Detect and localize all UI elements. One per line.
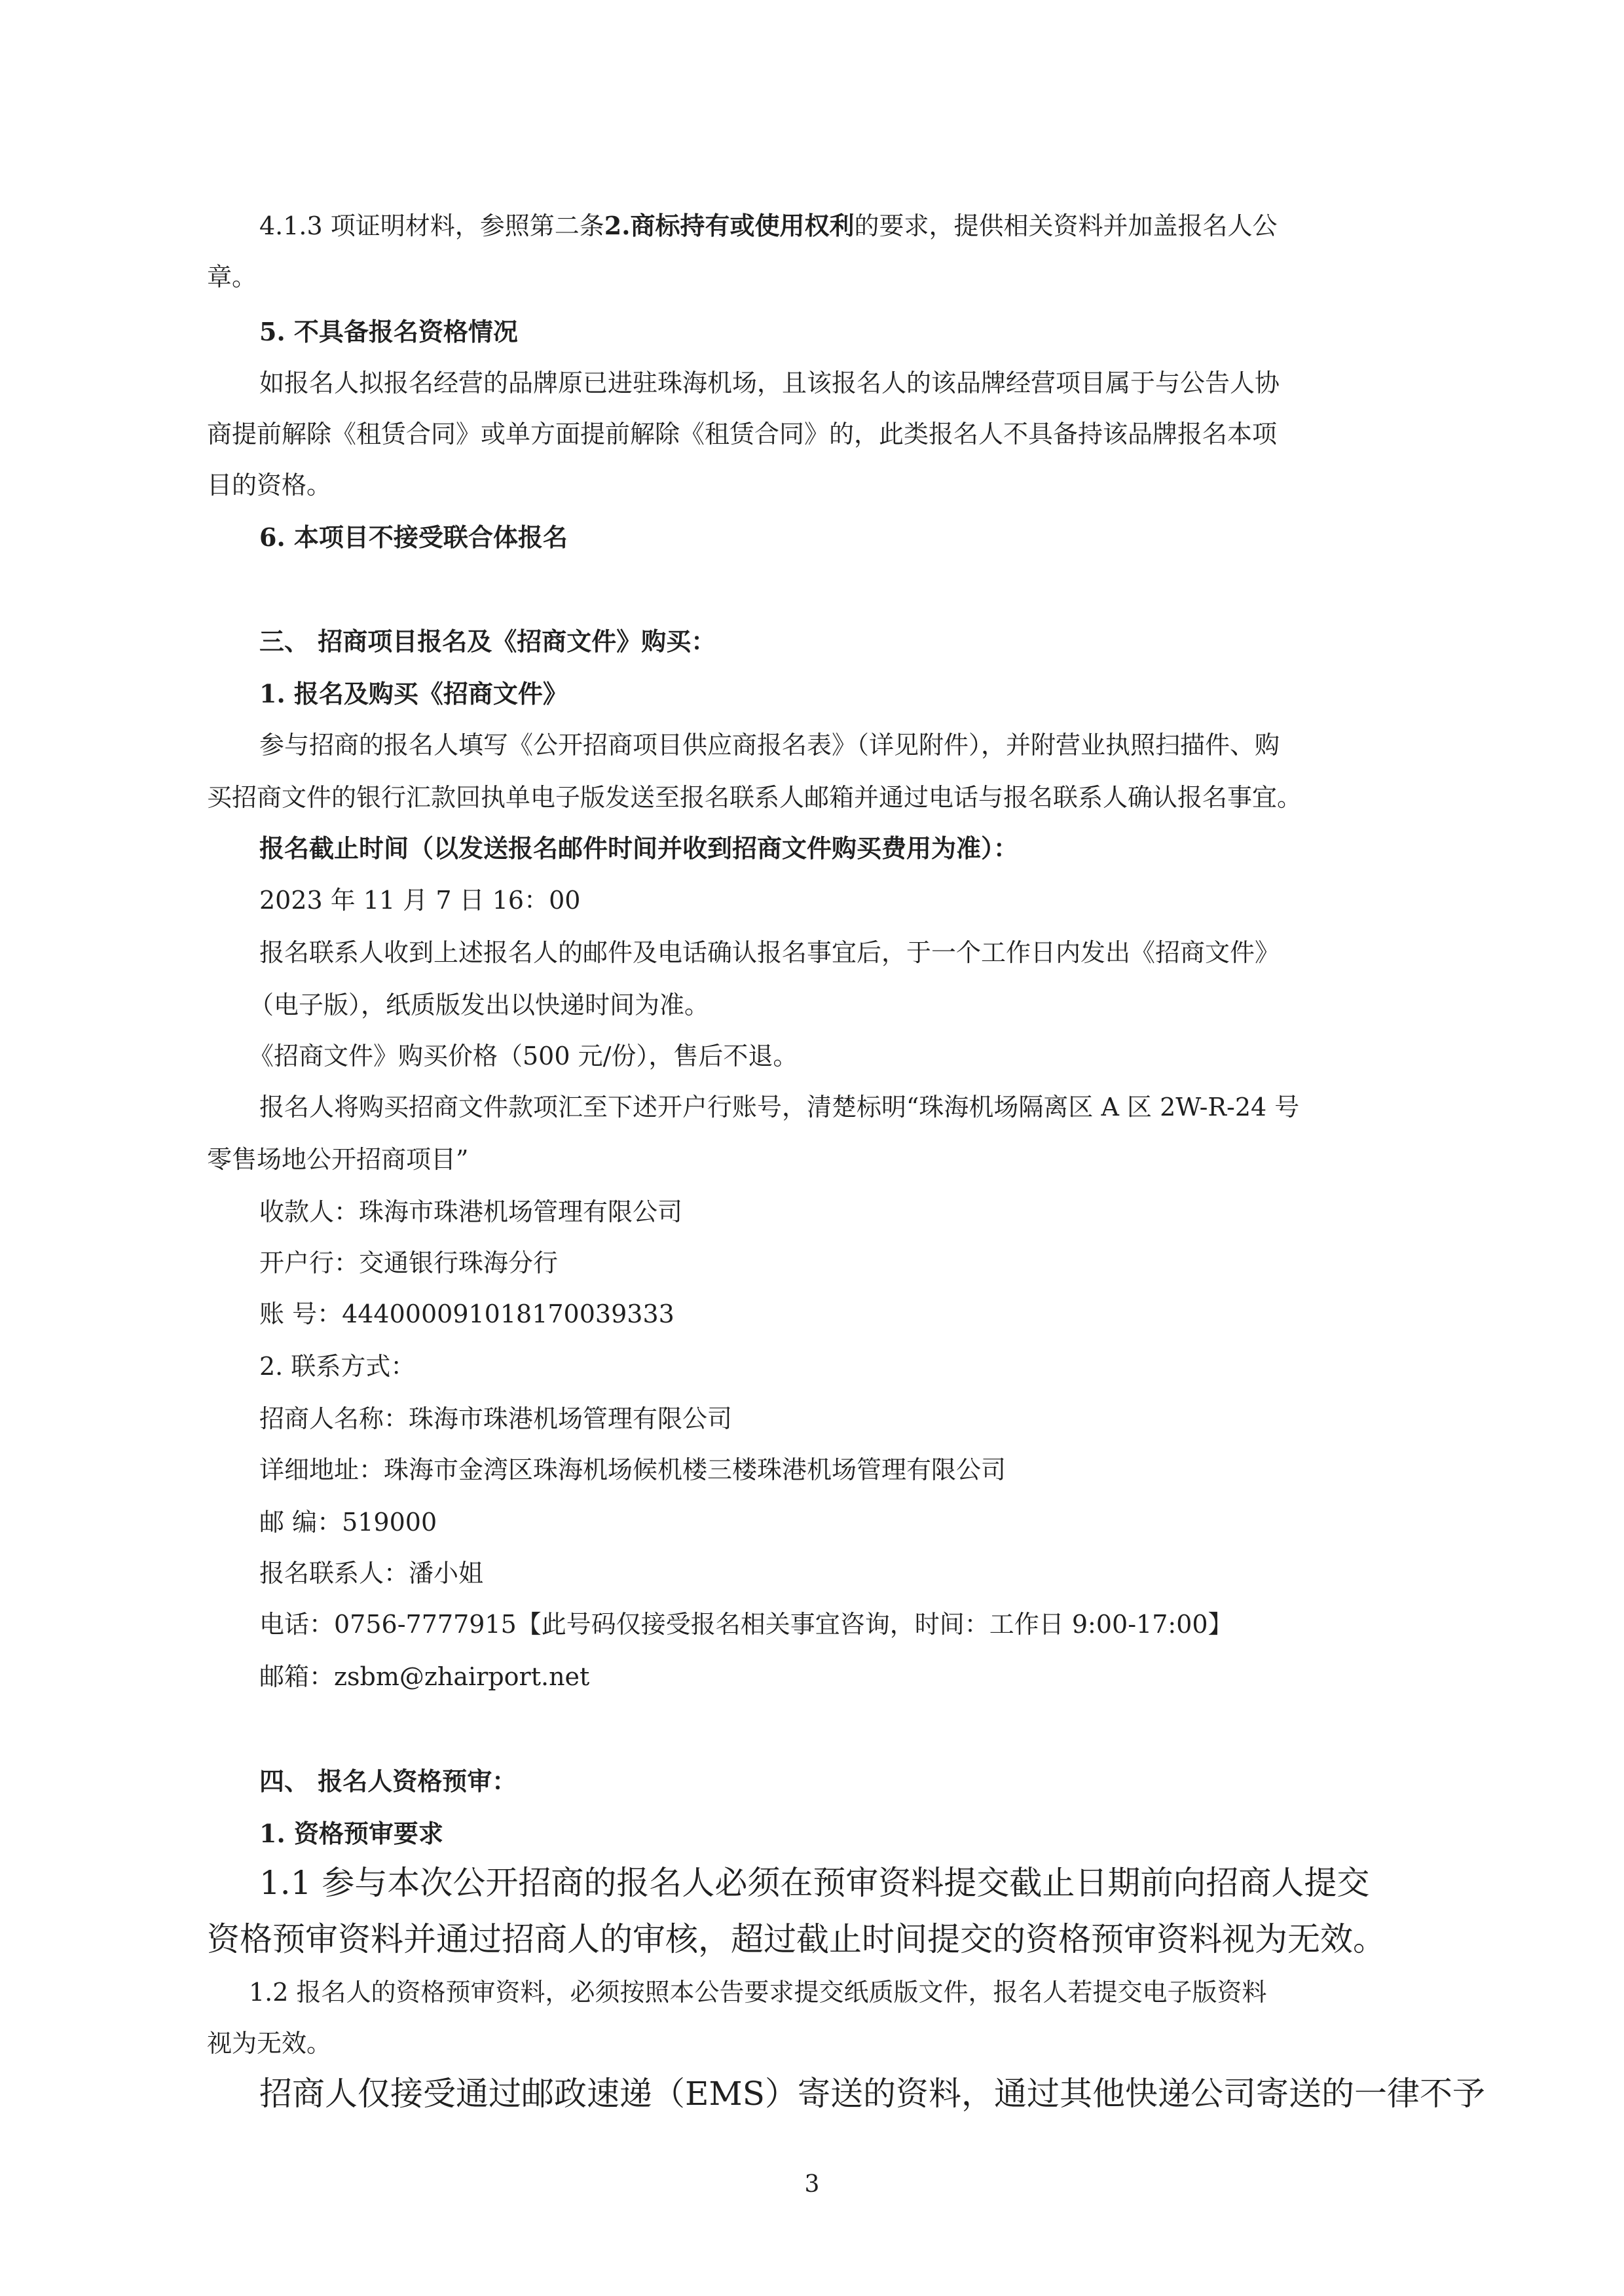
deadline-value: 2023 年 11 月 7 日 16：00 <box>259 886 581 915</box>
para-5-line1: 如报名人拟报名经营的品牌原已进驻珠海机场，且该报名人的该品牌经营项目属于与公告人协 <box>259 369 1280 397</box>
heading-4-1: 1. 资格预审要求 <box>259 1819 443 1848</box>
contact-email: 邮箱：zsbm@zhairport.net <box>259 1662 590 1691</box>
para-ems: 招商人仅接受通过邮政速递（EMS）寄送的资料，通过其他快递公司寄送的一律不予 <box>259 2075 1485 2113</box>
deadline-heading: 报名截止时间（以发送报名邮件时间并收到招商文件购买费用为准）： <box>259 833 1019 863</box>
para-5-line3: 目的资格。 <box>207 471 332 500</box>
contact-postcode: 邮 编：519000 <box>259 1508 437 1537</box>
text-trademark-rights: 2.商标持有或使用权利 <box>604 211 855 240</box>
para-4-1-3-end: 章。 <box>207 263 257 291</box>
para-5-line2: 商提前解除《租赁合同》或单方面提前解除《租赁合同》的，此类报名人不具备持该品牌报名本项 <box>207 420 1278 448</box>
section-4-heading: 四、 报名人资格预审： <box>259 1766 517 1796</box>
heading-5: 5. 不具备报名资格情况 <box>259 317 518 346</box>
para-confirm-line2: （电子版），纸质版发出以快递时间为准。 <box>249 991 710 1019</box>
para-3-1-line1: 参与招商的报名人填写《公开招商项目供应商报名表》（详见附件），并附营业执照扫描件、购 <box>259 731 1280 759</box>
bank: 开户行：交通银行珠海分行 <box>259 1248 559 1277</box>
heading-contact: 2. 联系方式： <box>259 1352 416 1381</box>
page-number: 3 <box>804 2171 820 2198</box>
payment-note-line2: 零售场地公开招商项目” <box>207 1145 469 1174</box>
para-3-1-line2: 买招商文件的银行汇款回执单电子版发送至报名联系人邮箱并通过电话与报名联系人确认报名事宜。 <box>207 783 1302 812</box>
contact-phone: 电话：0756-7777915【此号码仅接受报名相关事宜咨询，时间：工作日 9:00-17:00】 <box>259 1610 1233 1639</box>
contact-person: 报名联系人：潘小姐 <box>259 1559 484 1588</box>
text-4-1-3-prefix: 4.1.3 项证明材料，参照第二条 <box>259 211 604 240</box>
contact-company: 招商人名称：珠海市珠港机场管理有限公司 <box>259 1404 733 1433</box>
payee: 收款人：珠海市珠港机场管理有限公司 <box>259 1197 683 1226</box>
text-4-1-3-suffix: 的要求，提供相关资料并加盖报名人公 <box>854 211 1278 240</box>
heading-3-1: 1. 报名及购买《招商文件》 <box>259 679 568 708</box>
para-1-2-line2: 视为无效。 <box>207 2029 332 2058</box>
heading-6: 6. 本项目不接受联合体报名 <box>259 522 568 552</box>
payment-note-line1: 报名人将购买招商文件款项汇至下述开户行账号，清楚标明“珠海机场隔离区 A 区 2W-R-24 号 <box>259 1093 1300 1121</box>
section-3-heading: 三、 招商项目报名及《招商文件》购买： <box>259 627 716 656</box>
para-confirm-line1: 报名联系人收到上述报名人的邮件及电话确认报名事宜后，于一个工作日内发出《招商文件》 <box>259 938 1280 967</box>
price-line: 《招商文件》购买价格（500 元/份），售后不退。 <box>249 1042 798 1070</box>
para-4-1-3 <box>259 210 1277 242</box>
contact-address: 详细地址：珠海市金湾区珠海机场候机楼三楼珠港机场管理有限公司 <box>259 1455 1006 1484</box>
para-1-2-line1: 1.2 报名人的资格预审资料，必须按照本公告要求提交纸质版文件，报名人若提交电子版资料 <box>249 1978 1267 2007</box>
para-1-1-line2: 资格预审资料并通过招商人的审核，超过截止时间提交的资格预审资料视为无效。 <box>207 1920 1386 1958</box>
account-number: 账 号：444000091018170039333 <box>259 1300 674 1328</box>
para-1-1-line1: 1.1 参与本次公开招商的报名人必须在预审资料提交截止日期前向招商人提交 <box>259 1864 1370 1902</box>
